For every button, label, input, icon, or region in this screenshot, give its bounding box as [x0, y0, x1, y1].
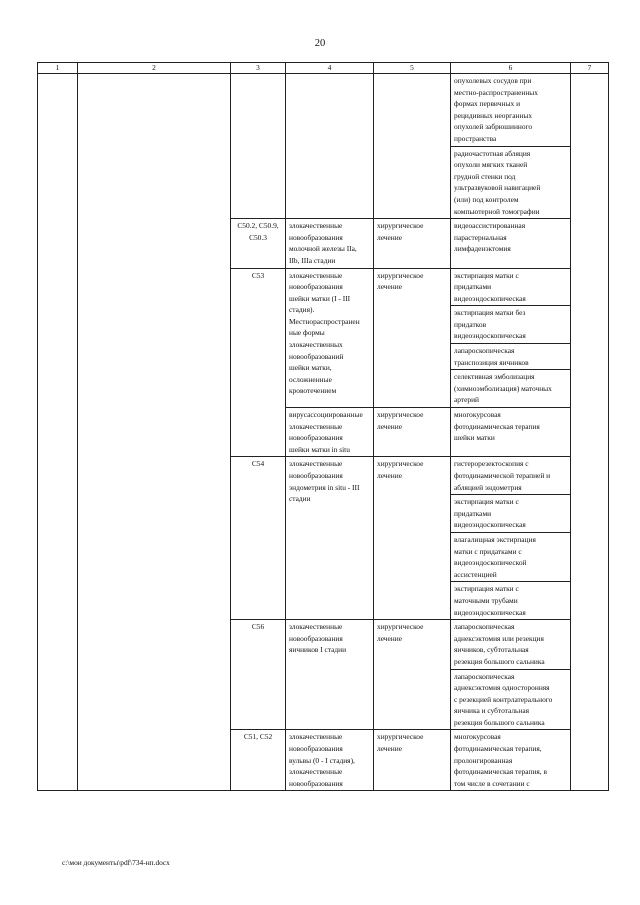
header-col-5: 5 — [374, 63, 451, 74]
col1-cell — [38, 74, 78, 791]
treatment-type: хирургическое лечение — [377, 221, 424, 242]
page-number: 20 — [314, 38, 326, 49]
method-cell — [451, 146, 571, 219]
treatment-type-cell — [374, 457, 451, 620]
method-text: экстирпация матки без придатков видеоэндоскопическая — [454, 308, 526, 341]
treatment-type-cell — [374, 268, 451, 408]
diagnosis-cell — [286, 219, 374, 268]
diagnosis-text: злокачественные новообразования эндометрия in situ - III стадии — [289, 459, 360, 504]
icd-code-cell — [231, 730, 286, 791]
method-text: лапароскопическая аднексэктомия односторонняя с резекцией контрлатерального яичника и субтотальная резекция большого сальника — [454, 671, 553, 727]
diagnosis-text: злокачественные новообразования вульвы (0 - I стадия), злокачественные новообразования — [289, 732, 355, 788]
method-cell — [451, 582, 571, 620]
header-col-4: 4 — [286, 63, 374, 74]
treatment-type-cell — [374, 730, 451, 791]
diagnosis-cell — [286, 730, 374, 791]
diagnosis-cell — [286, 268, 374, 408]
icd-code: C50.2, C50.9, C50.3 — [237, 221, 279, 242]
method-text: лапароскопическая аднексэктомия или резекция яичников, субтотальная резекция большого сальника — [454, 622, 545, 666]
method-cell — [451, 730, 571, 791]
method-text: экстирпация матки с придатками видеоэндоскопическая — [454, 270, 526, 303]
treatment-type: хирургическое лечение — [377, 410, 424, 431]
treatment-type: хирургическое лечение — [377, 459, 424, 480]
diagnosis-text: вирусассоциированные злокачественные новообразования шейки матки in situ — [289, 410, 363, 454]
method-text: гистерорезектоскопия с фотодинамической терапией и абляцией эндометрия — [454, 459, 551, 492]
method-text: многокурсовая фотодинамическая терапия шейки матки — [454, 410, 540, 443]
method-text: экстирпация матки с маточными трубами видеоэндоскопическая — [454, 584, 526, 617]
method-cell — [451, 344, 571, 370]
method-text: радиочастотная абляция опухоли мягких тканей грудной стенки под ультразвуковой навигацией (или) под контролем компьютерной томографии — [454, 148, 541, 216]
method-text: экстирпация матки с придатками видеоэндоскопическая — [454, 497, 526, 530]
col3-cell — [231, 74, 286, 219]
method-cell — [451, 669, 571, 730]
col5-cell — [374, 74, 451, 219]
table-header-row — [38, 63, 609, 74]
icd-code-cell — [231, 268, 286, 457]
method-text: селективная эмболизация (химиоэмболизация) маточных артерий — [454, 372, 552, 405]
treatment-type-cell — [374, 408, 451, 457]
diagnosis-cell — [286, 620, 374, 730]
diagnosis-text: злокачественные новообразования шейки матки (I - III стадия). Местнораспространен ные формы злокачественных новообразований шейки матки, осложненные кровотечением — [289, 270, 360, 396]
col7-cell — [571, 74, 609, 791]
icd-code-cell — [231, 457, 286, 620]
icd-code-cell — [231, 620, 286, 730]
method-text: многокурсовая фотодинамическая терапия, пролонгированная фотодинамическая терапия, в том числе в сочетании с — [454, 732, 547, 788]
method-cell — [451, 532, 571, 581]
treatment-type: хирургическое лечение — [377, 732, 424, 754]
diagnosis-cell — [286, 408, 374, 457]
footer-file-path: c:\мои документы\pdf\734-нп.docx — [62, 858, 170, 867]
diagnosis-text: злокачественные новообразования молочной железы IIa, IIb, IIIa стадии — [289, 221, 357, 265]
treatment-type: хирургическое лечение — [377, 270, 424, 292]
method-cell — [451, 495, 571, 533]
col4-cell — [286, 74, 374, 219]
method-cell — [451, 620, 571, 669]
icd-code: C54 — [251, 459, 265, 469]
method-cell — [451, 370, 571, 408]
method-text: опухолевых сосудов при местно-распространенных формах первичных и рецидивных неорганных опухолей забрюшинного пространства — [454, 76, 538, 143]
method-cell — [451, 306, 571, 344]
treatment-type-cell — [374, 219, 451, 268]
header-col-6: 6 — [451, 63, 571, 74]
method-cell — [451, 408, 571, 457]
diagnosis-text: злокачественные новообразования яичников I стадии — [289, 622, 347, 655]
icd-code: C53 — [251, 270, 265, 280]
table-row — [38, 74, 609, 147]
method-cell — [451, 219, 571, 268]
icd-code: C56 — [251, 622, 265, 632]
col2-cell — [78, 74, 231, 791]
method-text: видеоассистированная парастернальная лимфаденэктомия — [454, 221, 526, 254]
method-cell — [451, 268, 571, 306]
method-cell — [451, 457, 571, 495]
method-text: лапароскопическая транспозиция яичников — [454, 346, 529, 367]
treatment-type: хирургическое лечение — [377, 622, 424, 643]
header-col-1: 1 — [38, 63, 78, 74]
header-col-3: 3 — [231, 63, 286, 74]
method-text: влагалищная экстирпация матки с придатками с видеоэндоскопической ассистенцией — [454, 534, 536, 579]
header-col-7: 7 — [571, 63, 609, 74]
icd-code-cell — [231, 219, 286, 268]
method-cell — [451, 74, 571, 147]
icd-code: C51, C52 — [243, 732, 273, 742]
header-col-2: 2 — [78, 63, 231, 74]
treatment-type-cell — [374, 620, 451, 730]
diagnosis-cell — [286, 457, 374, 620]
document-table — [37, 62, 609, 791]
